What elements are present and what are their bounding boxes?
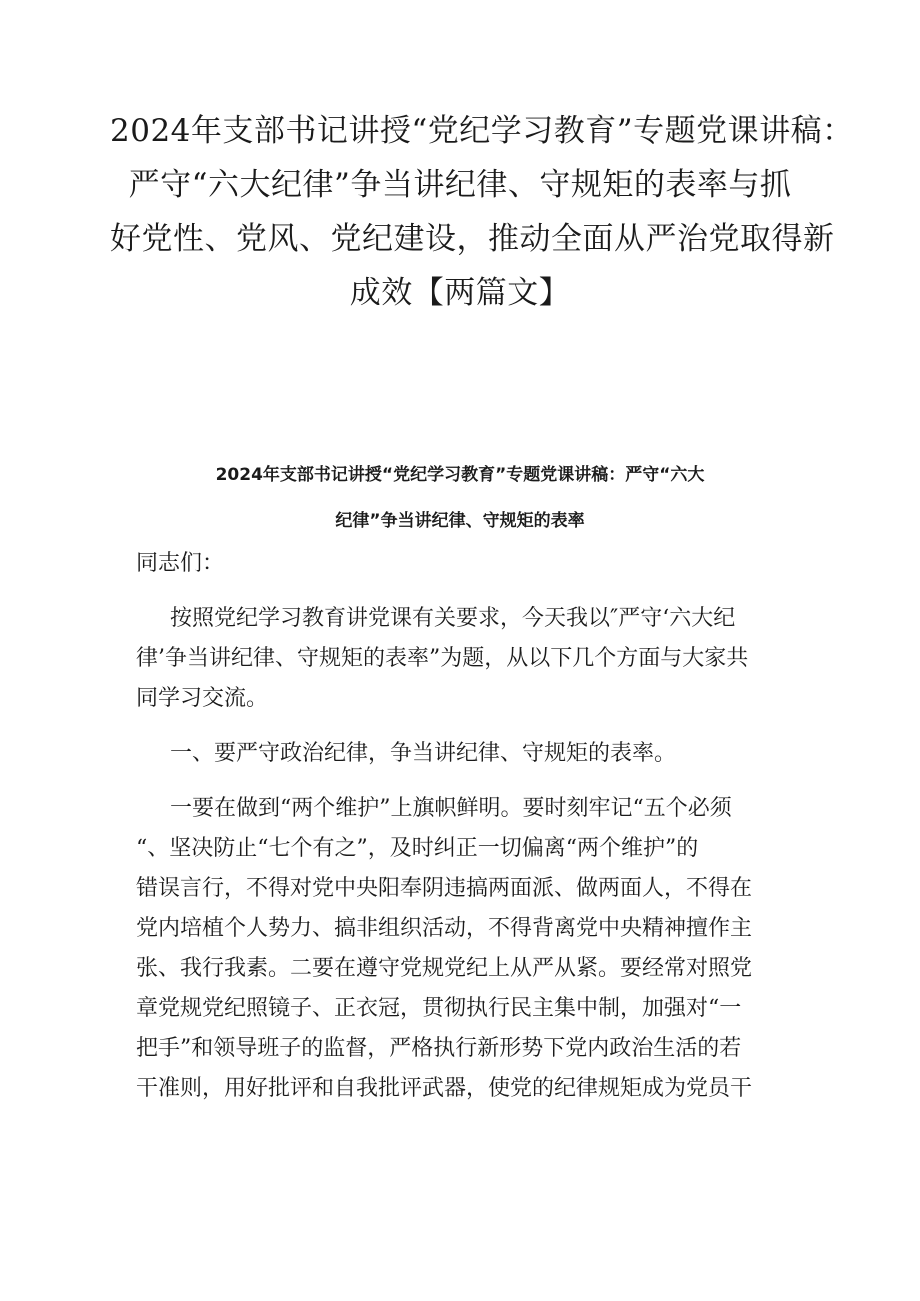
main-title-line: 严守“六大纪律”争当讲纪律、守规矩的表率与抓 xyxy=(128,167,792,203)
main-title-line: 成效【两篇文】 xyxy=(349,275,571,311)
sub-title-line: 2024年支部书记讲授“党纪学习教育”专题党课讲稿：严守“六大 xyxy=(215,465,705,485)
paragraph-2-line: 错误言行，不得对党中央阳奉阴违搞两面派、做两面人，不得在 xyxy=(136,876,753,901)
paragraph-2-line: 一要在做到“两个维护”上旗帜鲜明。要时刻牢记“五个必须 xyxy=(170,796,732,821)
main-title-line: 2024年支部书记讲授“党纪学习教育”专题党课讲稿： xyxy=(110,113,854,149)
paragraph-1-line: 按照党纪学习教育讲党课有关要求，今天我以″严守‘六大纪 xyxy=(170,606,736,631)
paragraph-2-line: 张、我行我素。二要在遵守党规党纪上从严从紧。要经常对照党 xyxy=(136,956,753,981)
document-main-title xyxy=(110,104,854,320)
section-heading-1: 一、要严守政治纪律，争当讲纪律、守规矩的表率。 xyxy=(170,741,677,766)
greeting: 同志们： xyxy=(136,551,225,576)
document-sub-title xyxy=(120,452,800,544)
paragraph-2-line: 章党规党纪照镜子、正衣冠，贯彻执行民主集中制，加强对“一 xyxy=(136,996,742,1021)
paragraph-2-line: 党内培植个人势力、搞非组织活动，不得背离党中央精神擅作主 xyxy=(136,916,753,941)
paragraph-1-line: 律’争当讲纪律、守规矩的表率”为题，从以下几个方面与大家共 xyxy=(136,646,749,671)
paragraph-2-line: 把手”和领导班子的监督，严格执行新形势下党内政治生活的若 xyxy=(136,1036,742,1061)
document-body xyxy=(136,544,796,1109)
sub-title-line: 纪律”争当讲纪律、守规矩的表率 xyxy=(335,511,585,531)
paragraph-2-line: 干准则，用好批评和自我批评武器，使党的纪律规矩成为党员干 xyxy=(136,1076,753,1101)
paragraph-2-line: “、坚决防止“七个有之”，及时纠正一切偏离“两个维护”的 xyxy=(136,836,699,861)
main-title-line: 好党性、党风、党纪建设，推动全面从严治党取得新 xyxy=(110,221,835,257)
paragraph-1-line: 同学习交流。 xyxy=(136,686,269,711)
